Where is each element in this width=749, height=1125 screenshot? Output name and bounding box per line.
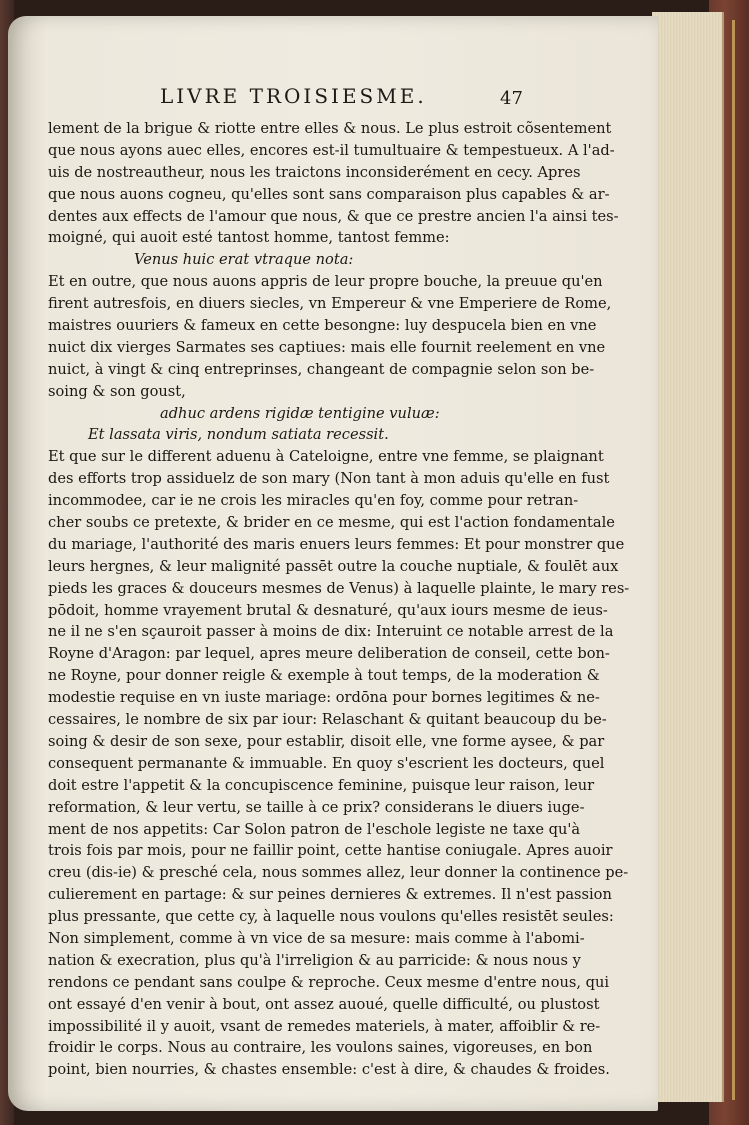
text-line: uis de nostreautheur, nous les traictons inconsiderément en cecy. Apres bbox=[48, 163, 581, 181]
text-line: pōdoit, homme vrayement brutal & desnaturé, qu'aux iours mesme de ieus- bbox=[48, 601, 608, 619]
text-line: reformation, & leur vertu, se taille à ce prix? considerans le diuers iuge- bbox=[48, 798, 585, 816]
text-line: firent autresfois, en diuers siecles, vn Empereur & vne Emperiere de Rome, bbox=[48, 295, 612, 313]
gilt-border bbox=[732, 20, 735, 1100]
latin-quote-line: adhuc ardens rigidæ tentigine vuluæ: bbox=[160, 404, 440, 422]
body-text bbox=[48, 118, 630, 1081]
text-line: des efforts trop assiduelz de son mary (Non tant à mon aduis qu'elle en fust bbox=[48, 470, 610, 488]
text-line: soing & son goust, bbox=[48, 382, 186, 400]
text-line: creu (dis-ie) & presché cela, nous sommes allez, leur donner la continence pe- bbox=[48, 864, 629, 882]
latin-quote-line: Venus huic erat vtraque nota: bbox=[134, 251, 354, 269]
text-line: Royne d'Aragon: par lequel, apres meure deliberation de conseil, cette bon- bbox=[48, 645, 610, 663]
running-head: LIVRE TROISIESME. bbox=[160, 84, 427, 108]
text-line: modestie requise en vn iuste mariage: ordōna pour bornes legitimes & ne- bbox=[48, 689, 600, 707]
text-line: nuict, à vingt & cinq entreprinses, changeant de compagnie selon son be- bbox=[48, 360, 595, 378]
text-line: culierement en partage: & sur peines dernieres & extremes. Il n'est passion bbox=[48, 886, 612, 904]
text-line: soing & desir de son sexe, pour establir, disoit elle, vne forme aysee, & par bbox=[48, 732, 605, 750]
text-line: maistres ouuriers & fameux en cette besongne: luy despucela bien en vne bbox=[48, 317, 597, 335]
text-line: que nous auons cogneu, qu'elles sont sans comparaison plus capables & ar- bbox=[48, 185, 610, 203]
text-line: cessaires, le nombre de six par iour: Relaschant & quitant beaucoup du be- bbox=[48, 711, 607, 729]
text-line: du mariage, l'authorité des maris enuers leurs femmes: Et pour monstrer que bbox=[48, 535, 625, 553]
page-number: 47 bbox=[500, 88, 523, 109]
text-line: Et que sur le different aduenu à Cateloigne, entre vne femme, se plaignant bbox=[48, 448, 604, 466]
text-line: trois fois par mois, pour ne faillir point, cette hantise coniugale. Apres auoir bbox=[48, 842, 613, 860]
text-line: Et en outre, que nous auons appris de leur propre bouche, la preuue qu'en bbox=[48, 273, 603, 291]
text-line: impossibilité il y auoit, vsant de remedes materiels, à mater, affoiblir & re- bbox=[48, 1017, 601, 1035]
text-line: doit estre l'appetit & la concupiscence feminine, puisque leur raison, leur bbox=[48, 776, 595, 794]
text-line: lement de la brigue & riotte entre elles & nous. Le plus estroit cõsentement bbox=[48, 120, 612, 137]
text-line: cher soubs ce pretexte, & brider en ce mesme, qui est l'action fondamentale bbox=[48, 514, 615, 532]
latin-quote-line: Et lassata viris, nondum satiata recessit. bbox=[88, 426, 389, 444]
text-line: rendons ce pendant sans coulpe & reproche. Ceux mesme d'entre nous, qui bbox=[48, 973, 610, 991]
text-line: plus pressante, que cette cy, à laquelle nous voulons qu'elles resistēt seules: bbox=[48, 908, 614, 926]
text-line: ont essayé d'en venir à bout, ont assez auoué, quelle difficulté, ou plustost bbox=[48, 995, 600, 1013]
text-line: froidir le corps. Nous au contraire, les voulons saines, vigoreuses, en bon bbox=[48, 1039, 593, 1057]
text-line: ment de nos appetits: Car Solon patron de l'eschole legiste ne taxe qu'à bbox=[48, 820, 581, 838]
text-line: que nous ayons auec elles, encores est-il tumultuaire & tempestueux. A l'ad- bbox=[48, 141, 615, 159]
text-line: dentes aux effects de l'amour que nous, & que ce prestre ancien l'a ainsi tes- bbox=[48, 207, 619, 225]
text-line: nuict dix vierges Sarmates ses captiues: mais elle fournit reelement en vne bbox=[48, 338, 606, 356]
text-line: incommodee, car ie ne crois les miracles qu'en foy, comme pour retran- bbox=[48, 492, 579, 510]
text-line: consequent permanante & immuable. En quoy s'escrient les docteurs, quel bbox=[48, 754, 605, 772]
text-line: pieds les graces & douceurs mesmes de Venus) à laquelle plainte, le mary res- bbox=[48, 579, 630, 597]
page-fore-edge bbox=[652, 12, 724, 1102]
text-line: nation & execration, plus qu'à l'irreligion & au parricide: & nous nous y bbox=[48, 951, 581, 969]
text-line: point, bien nourries, & chastes ensemble: c'est à dire, & chaudes & froides. bbox=[48, 1061, 610, 1079]
text-line: ne Royne, pour donner reigle & exemple à tout temps, de la moderation & bbox=[48, 667, 600, 685]
text-line: moigné, qui auoit esté tantost homme, tantost femme: bbox=[48, 229, 450, 247]
text-line: leurs hergnes, & leur malignité passēt outre la couche nuptiale, & foulēt aux bbox=[48, 557, 619, 575]
text-line: ne il ne s'en sçauroit passer à moins de dix: Interuint ce notable arrest de la bbox=[48, 623, 614, 641]
text-line: Non simplement, comme à vn vice de sa mesure: mais comme à l'abomi- bbox=[48, 929, 585, 947]
